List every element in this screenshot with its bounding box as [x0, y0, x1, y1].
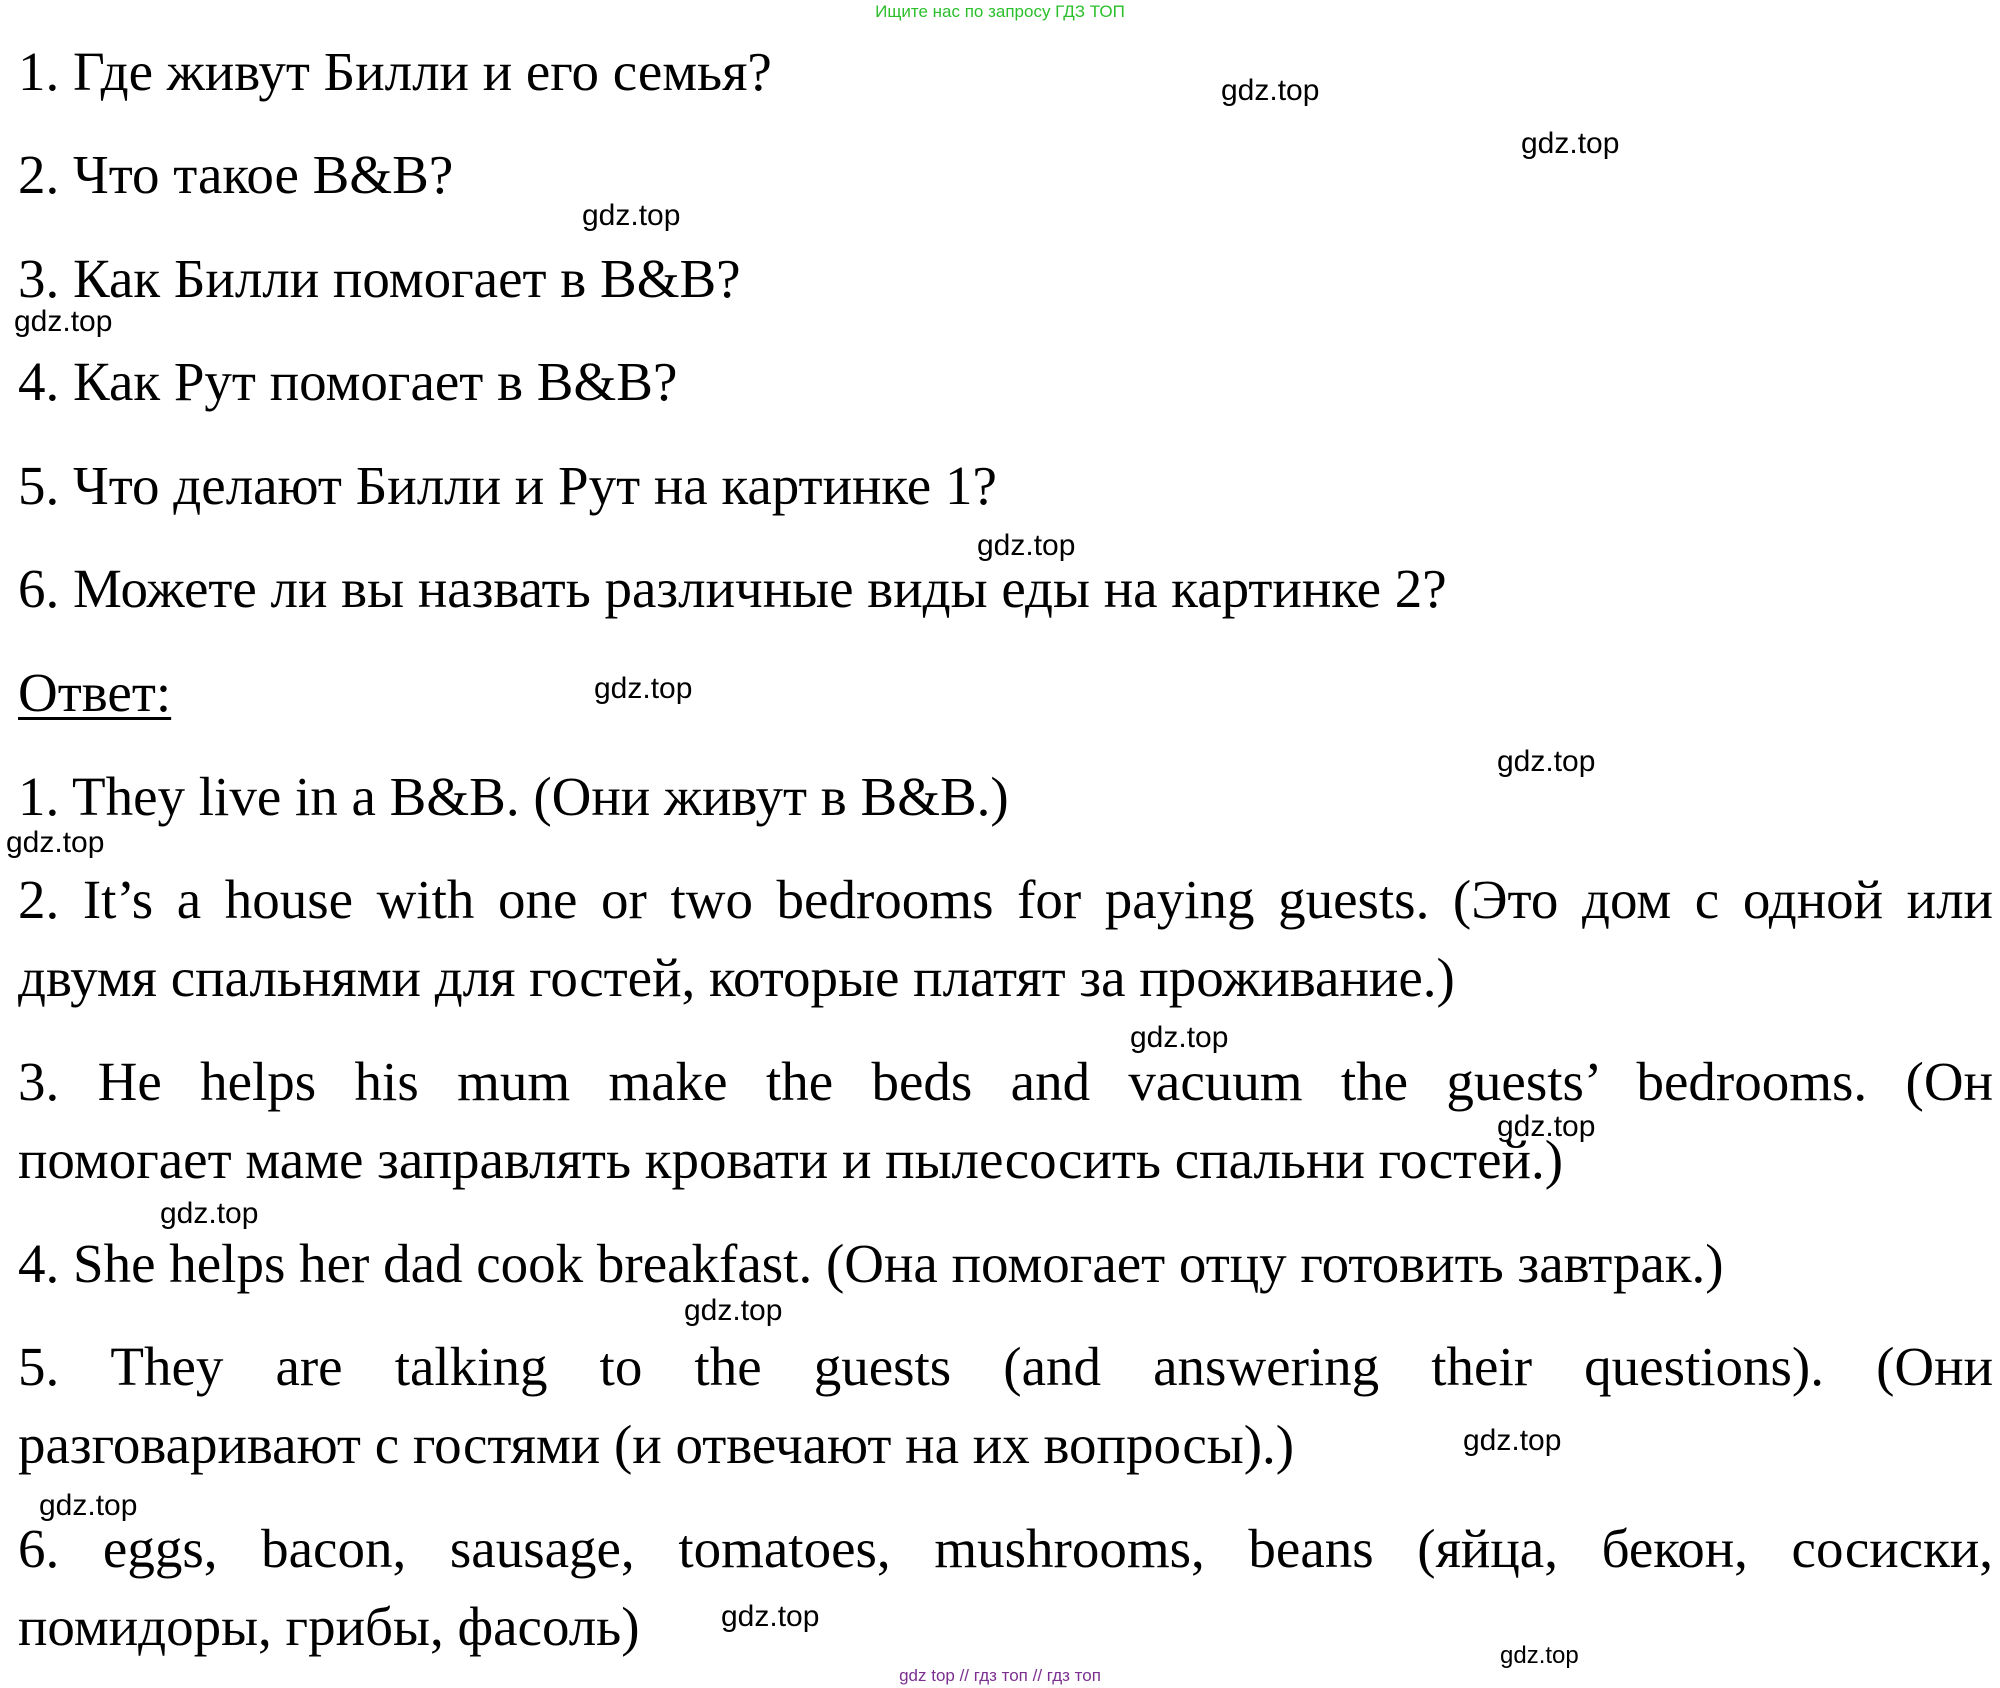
- watermark: gdz.top: [39, 1489, 138, 1522]
- watermark: gdz.top: [684, 1294, 783, 1327]
- answer-2-line-1: 2. It’s a house with one or two bedrooms for paying guests. (Это дом с одной или: [18, 869, 1993, 930]
- watermark: gdz.top: [1221, 74, 1320, 107]
- question-3: 3. Как Билли помогает в B&B?: [18, 248, 741, 309]
- watermark: gdz.top: [594, 672, 693, 705]
- watermark: gdz.top: [977, 529, 1076, 562]
- answer-4: 4. She helps her dad cook breakfast. (Она помогает отцу готовить завтрак.): [18, 1233, 1724, 1294]
- top-banner: Ищите нас по запросу ГДЗ ТОП: [875, 2, 1125, 21]
- bottom-banner: gdz top // гдз топ // гдз топ: [899, 1666, 1101, 1685]
- question-2: 2. Что такое B&B?: [18, 144, 454, 205]
- watermark: gdz.top: [1497, 1110, 1596, 1143]
- answer-6-line-1: 6. eggs, bacon, sausage, tomatoes, mushrooms, beans (яйца, бекон, сосиски,: [18, 1518, 1993, 1579]
- question-6: 6. Можете ли вы назвать различные виды еды на картинке 2?: [18, 558, 1447, 619]
- watermark: gdz.top: [14, 305, 113, 338]
- question-4: 4. Как Рут помогает в B&B?: [18, 351, 678, 412]
- watermark: gdz.top: [1130, 1021, 1229, 1054]
- question-5: 5. Что делают Билли и Рут на картинке 1?: [18, 455, 997, 516]
- watermark: gdz.top: [1463, 1424, 1562, 1457]
- watermark: gdz.top: [160, 1197, 259, 1230]
- answer-3-line-2: помогает маме заправлять кровати и пылесосить спальни гостей.): [18, 1129, 1564, 1190]
- watermark: gdz.top: [1500, 1642, 1579, 1669]
- answer-1: 1. They live in a B&B. (Они живут в B&B.): [18, 766, 1009, 827]
- answer-5-line-2: разговаривают с гостями (и отвечают на их вопросы).): [18, 1414, 1295, 1475]
- watermark: gdz.top: [1521, 127, 1620, 160]
- watermark: gdz.top: [1497, 745, 1596, 778]
- watermark: gdz.top: [582, 199, 681, 232]
- answer-6-line-2: помидоры, грибы, фасоль): [18, 1596, 640, 1657]
- answer-5-line-1: 5. They are talking to the guests (and answering their questions). (Они: [18, 1336, 1993, 1397]
- answer-heading: Ответ:: [18, 662, 172, 723]
- question-1: 1. Где живут Билли и его семья?: [18, 41, 772, 102]
- answer-3-line-1: 3. He helps his mum make the beds and vacuum the guests’ bedrooms. (Он: [18, 1051, 1993, 1112]
- watermark: gdz.top: [6, 826, 105, 859]
- answer-2-line-2: двумя спальнями для гостей, которые платят за проживание.): [18, 947, 1455, 1008]
- watermark: gdz.top: [721, 1600, 820, 1633]
